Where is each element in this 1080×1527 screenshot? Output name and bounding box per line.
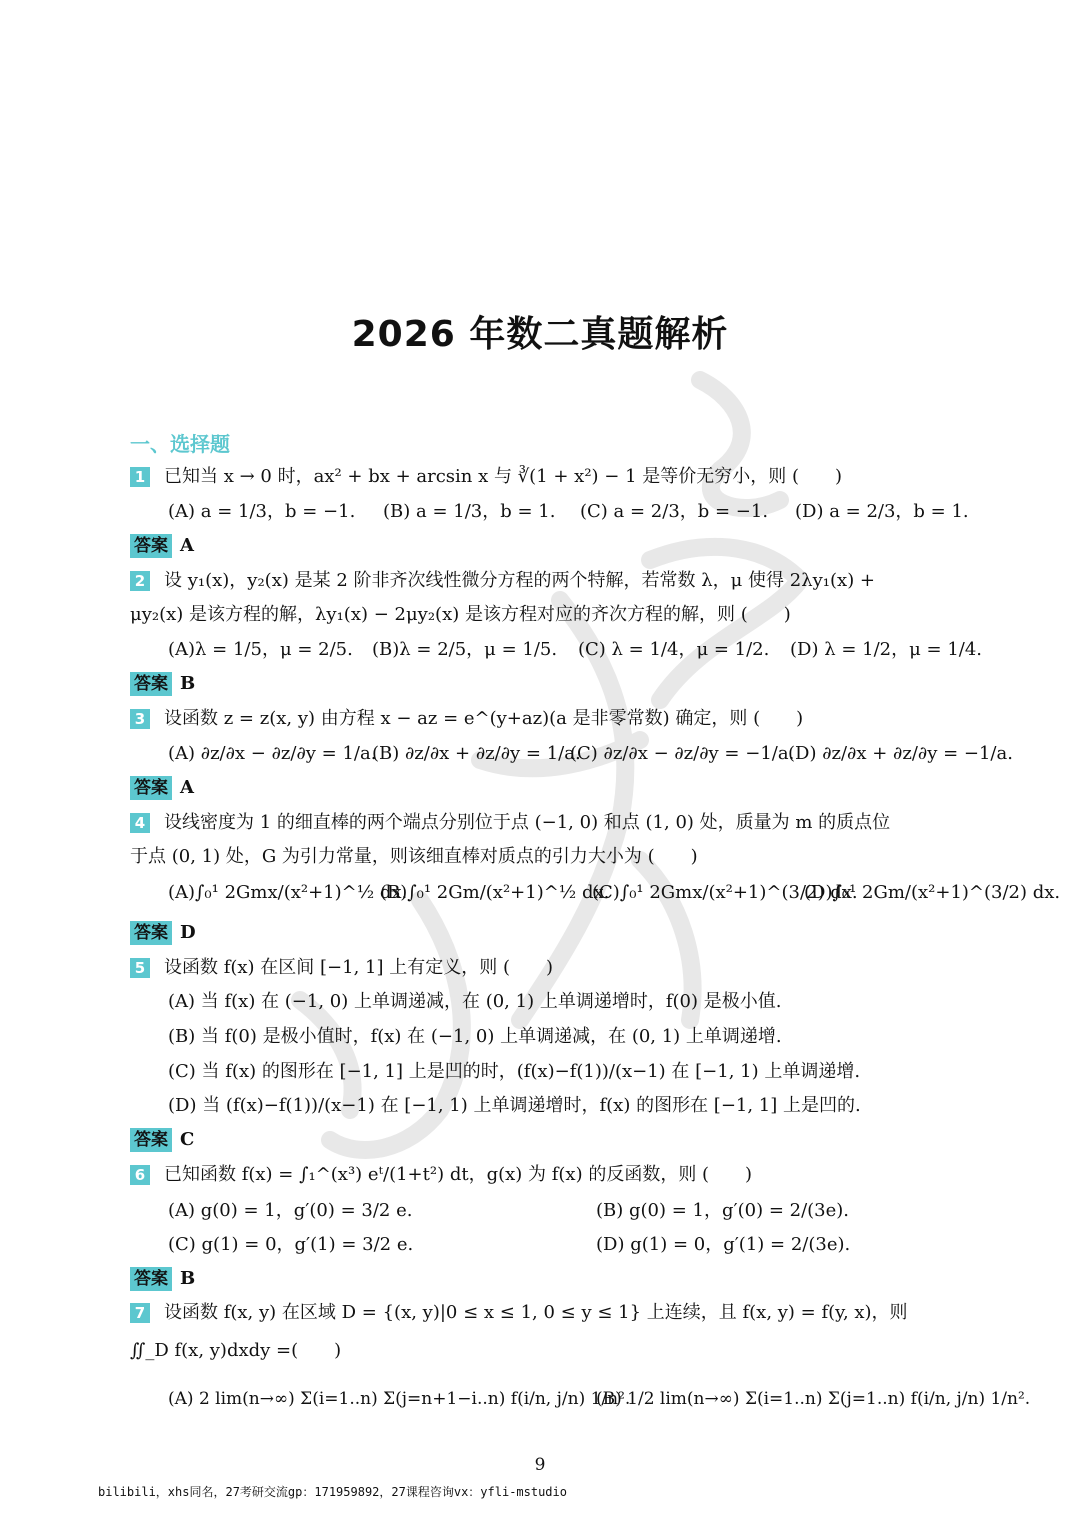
question-text: 设函数 z = z(x, y) 由方程 x − az = e^(y+az)(a 是非零常数) 确定，则 ( ) [164, 708, 804, 729]
question-5 [130, 955, 553, 981]
answer-label: 答案 [130, 1128, 172, 1152]
answer-value: B [180, 1268, 196, 1289]
answer-row [130, 671, 195, 697]
answer-row [130, 533, 194, 559]
question-number: 7 [130, 1303, 150, 1323]
option-d: (D) ∂z/∂x + ∂z/∂y = −1/a. [788, 743, 1013, 764]
option-a: (A) g(0) = 1，g′(0) = 3/2 e. [168, 1200, 413, 1221]
question-2 [130, 568, 875, 594]
question-number: 4 [130, 813, 150, 833]
answer-value: C [180, 1129, 195, 1150]
option-b: (B) a = 1/3，b = 1. [383, 501, 556, 522]
question-number: 1 [130, 467, 150, 487]
answer-value: B [180, 673, 196, 694]
question-text: 已知当 x → 0 时，ax² + bx + arcsin x 与 ∛(1 + x²) − 1 是等价无穷小，则 ( ) [164, 466, 843, 487]
question-7 [130, 1300, 908, 1326]
question-text-cont: 于点 (0, 1) 处，G 为引力常量，则该细直棒对质点的引力大小为 ( ) [130, 846, 698, 867]
answer-row [130, 920, 196, 946]
option-d: (D) 当 (f(x)−f(1))/(x−1) 在 [−1, 1) 上单调递增时，f(x) 的图形在 [−1, 1] 上是凹的. [168, 1095, 861, 1116]
footer-note: bilibili，xhs同名，27考研交流gp：171959892，27课程咨询vx：yfli-mstudio [98, 1485, 567, 1499]
section-title: 一、选择题 [130, 432, 230, 456]
answer-row [130, 1266, 195, 1292]
question-text: 设函数 f(x, y) 在区域 D = {(x, y)|0 ≤ x ≤ 1, 0 ≤ y ≤ 1} 上连续，且 f(x, y) = f(y, x)，则 [164, 1302, 908, 1323]
option-d: (D)∫₀¹ 2Gm/(x²+1)^(3/2) dx. [804, 882, 1061, 903]
option-a: (A) 当 f(x) 在 (−1, 0) 上单调递减，在 (0, 1) 上单调递增时，f(0) 是极小值. [168, 991, 782, 1012]
question-number: 3 [130, 709, 150, 729]
option-c: (C)∫₀¹ 2Gmx/(x²+1)^(3/2) dx. [592, 882, 858, 903]
option-b: (B)∫₀¹ 2Gm/(x²+1)^½ dx. [380, 882, 610, 903]
question-6 [130, 1162, 752, 1188]
answer-label: 答案 [130, 672, 172, 696]
option-a: (A)∫₀¹ 2Gmx/(x²+1)^½ dx. [168, 882, 408, 903]
option-c: (C) a = 2/3，b = −1. [580, 501, 769, 522]
question-1 [130, 464, 842, 490]
option-b: (B) 1/2 lim(n→∞) Σ(i=1..n) Σ(j=1..n) f(i/n, j/n) 1/n². [596, 1389, 1031, 1409]
answer-value: A [180, 777, 194, 798]
question-text: 设 y₁(x)，y₂(x) 是某 2 阶非齐次线性微分方程的两个特解，若常数 λ，μ 使得 2λy₁(x) + [164, 570, 876, 591]
answer-value: D [180, 922, 196, 943]
option-a: (A) ∂z/∂x − ∂z/∂y = 1/a. [168, 743, 377, 764]
answer-label: 答案 [130, 1267, 172, 1291]
option-c: (C) ∂z/∂x − ∂z/∂y = −1/a. [570, 743, 795, 764]
question-number: 2 [130, 571, 150, 591]
question-text: 设线密度为 1 的细直棒的两个端点分别位于点 (−1, 0) 和点 (1, 0) 处，质量为 m 的质点位 [164, 812, 891, 833]
option-d: (D) λ = 1/2，μ = 1/4. [790, 639, 983, 660]
option-a: (A) a = 1/3，b = −1. [168, 501, 356, 522]
answer-label: 答案 [130, 921, 172, 945]
question-text-cont: μy₂(x) 是该方程的解，λy₁(x) − 2μy₂(x) 是该方程对应的齐次方程的解，则 ( ) [130, 604, 791, 625]
answer-label: 答案 [130, 776, 172, 800]
option-d: (D) g(1) = 0，g′(1) = 2/(3e). [596, 1234, 851, 1255]
option-b: (B)λ = 2/5，μ = 1/5. [372, 639, 558, 660]
answer-row [130, 775, 194, 801]
option-d: (D) a = 2/3，b = 1. [795, 501, 969, 522]
question-text: 设函数 f(x) 在区间 [−1, 1] 上有定义，则 ( ) [164, 957, 553, 978]
option-a: (A)λ = 1/5，μ = 2/5. [168, 639, 353, 660]
option-a: (A) 2 lim(n→∞) Σ(i=1..n) Σ(j=n+1−i..n) f(i/n, j/n) 1/n². [168, 1389, 631, 1409]
option-c: (C) 当 f(x) 的图形在 [−1, 1] 上是凹的时，(f(x)−f(1))/(x−1) 在 [−1, 1) 上单调递增. [168, 1061, 861, 1082]
option-b: (B) ∂z/∂x + ∂z/∂y = 1/a. [372, 743, 581, 764]
answer-label: 答案 [130, 534, 172, 558]
option-b: (B) g(0) = 1，g′(0) = 2/(3e). [596, 1200, 850, 1221]
question-number: 5 [130, 958, 150, 978]
answer-row [130, 1127, 194, 1153]
question-number: 6 [130, 1165, 150, 1185]
question-text-cont: ∬_D f(x, y)dxdy =( ) [130, 1340, 342, 1361]
question-4 [130, 810, 890, 836]
page-number: 9 [534, 1455, 546, 1475]
answer-value: A [180, 535, 194, 556]
page-title: 2026 年数二真题解析 [351, 314, 729, 355]
option-c: (C) λ = 1/4，μ = 1/2. [578, 639, 770, 660]
question-3 [130, 706, 803, 732]
option-c: (C) g(1) = 0，g′(1) = 3/2 e. [168, 1234, 414, 1255]
option-b: (B) 当 f(0) 是极小值时，f(x) 在 (−1, 0) 上单调递减，在 (0, 1) 上单调递增. [168, 1026, 782, 1047]
question-text: 已知函数 f(x) = ∫₁^(x³) eᵗ/(1+t²) dt，g(x) 为 f(x) 的反函数，则 ( ) [164, 1164, 753, 1185]
